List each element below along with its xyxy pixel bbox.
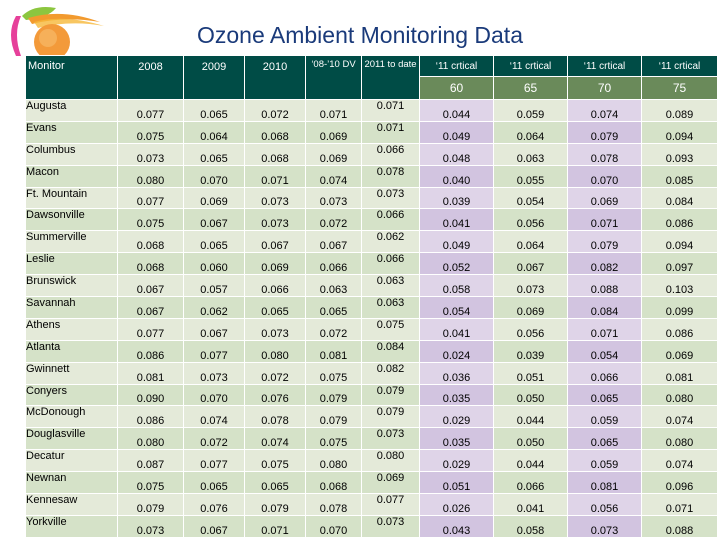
value-2010: 0.079 (245, 494, 306, 516)
value-2011-to-date: 0.063 (362, 297, 420, 319)
value-2010: 0.073 (245, 187, 306, 209)
table-row (26, 406, 718, 428)
value-critical-60: 0.029 (420, 450, 494, 472)
value-2008: 0.086 (118, 406, 184, 428)
table-row (26, 515, 718, 537)
value-2010: 0.075 (245, 450, 306, 472)
monitor-name: McDonough (26, 406, 118, 428)
header-monitor: Monitor (26, 56, 118, 100)
header-2011-to-date: 2011 to date (362, 56, 420, 100)
value-design: 0.068 (306, 472, 362, 494)
table-row (26, 362, 718, 384)
value-critical-75: 0.097 (642, 253, 718, 275)
value-2008: 0.077 (118, 318, 184, 340)
header-critical-60: ‘11 crtical (420, 56, 494, 77)
value-2010: 0.068 (245, 121, 306, 143)
value-critical-60: 0.040 (420, 165, 494, 187)
monitor-name: Evans (26, 121, 118, 143)
value-design: 0.066 (306, 253, 362, 275)
value-critical-70: 0.081 (568, 472, 642, 494)
value-critical-75: 0.086 (642, 209, 718, 231)
monitor-name: Atlanta (26, 340, 118, 362)
table-row (26, 209, 718, 231)
value-2009: 0.072 (184, 428, 245, 450)
value-2009: 0.065 (184, 143, 245, 165)
value-critical-60: 0.041 (420, 209, 494, 231)
value-2010: 0.068 (245, 143, 306, 165)
value-critical-60: 0.044 (420, 100, 494, 122)
value-2009: 0.065 (184, 100, 245, 122)
value-design: 0.067 (306, 231, 362, 253)
monitor-name: Leslie (26, 253, 118, 275)
value-design: 0.069 (306, 143, 362, 165)
value-critical-65: 0.050 (494, 428, 568, 450)
value-critical-75: 0.093 (642, 143, 718, 165)
value-2011-to-date: 0.077 (362, 494, 420, 516)
value-design: 0.069 (306, 121, 362, 143)
value-2009: 0.060 (184, 253, 245, 275)
value-2009: 0.069 (184, 187, 245, 209)
header-critical-70: ‘11 crtical (568, 56, 642, 77)
value-critical-75: 0.069 (642, 340, 718, 362)
value-critical-60: 0.035 (420, 428, 494, 450)
value-design: 0.063 (306, 275, 362, 297)
value-design: 0.065 (306, 297, 362, 319)
value-critical-65: 0.051 (494, 362, 568, 384)
value-critical-70: 0.065 (568, 384, 642, 406)
value-critical-65: 0.044 (494, 450, 568, 472)
value-critical-70: 0.066 (568, 362, 642, 384)
value-critical-70: 0.054 (568, 340, 642, 362)
value-critical-75: 0.103 (642, 275, 718, 297)
value-design: 0.079 (306, 406, 362, 428)
value-critical-70: 0.082 (568, 253, 642, 275)
monitor-name: Columbus (26, 143, 118, 165)
value-critical-70: 0.059 (568, 450, 642, 472)
value-critical-70: 0.079 (568, 231, 642, 253)
value-critical-60: 0.049 (420, 121, 494, 143)
value-2009: 0.077 (184, 450, 245, 472)
monitor-name: Athens (26, 318, 118, 340)
value-critical-70: 0.074 (568, 100, 642, 122)
value-2009: 0.076 (184, 494, 245, 516)
monitor-name: Savannah (26, 297, 118, 319)
value-critical-75: 0.088 (642, 515, 718, 537)
value-critical-60: 0.029 (420, 406, 494, 428)
value-2008: 0.075 (118, 472, 184, 494)
value-2010: 0.072 (245, 362, 306, 384)
table-row (26, 428, 718, 450)
value-design: 0.075 (306, 362, 362, 384)
value-2008: 0.077 (118, 100, 184, 122)
monitor-name: Kennesaw (26, 494, 118, 516)
value-2011-to-date: 0.071 (362, 100, 420, 122)
value-2008: 0.079 (118, 494, 184, 516)
value-critical-65: 0.069 (494, 297, 568, 319)
value-2010: 0.069 (245, 253, 306, 275)
value-2008: 0.080 (118, 428, 184, 450)
value-critical-65: 0.067 (494, 253, 568, 275)
value-2009: 0.070 (184, 165, 245, 187)
header-critical-value-60: 60 (420, 77, 494, 100)
header-design-value: ‘08-’10 DV (306, 56, 362, 100)
value-2009: 0.065 (184, 472, 245, 494)
value-critical-75: 0.084 (642, 187, 718, 209)
value-critical-60: 0.058 (420, 275, 494, 297)
value-2009: 0.077 (184, 340, 245, 362)
value-2011-to-date: 0.063 (362, 275, 420, 297)
value-2010: 0.065 (245, 297, 306, 319)
value-2010: 0.073 (245, 209, 306, 231)
value-design: 0.078 (306, 494, 362, 516)
value-2009: 0.067 (184, 318, 245, 340)
value-2009: 0.067 (184, 515, 245, 537)
value-2010: 0.080 (245, 340, 306, 362)
value-critical-60: 0.035 (420, 384, 494, 406)
value-critical-65: 0.055 (494, 165, 568, 187)
value-2009: 0.062 (184, 297, 245, 319)
value-2010: 0.066 (245, 275, 306, 297)
value-design: 0.072 (306, 209, 362, 231)
value-design: 0.071 (306, 100, 362, 122)
value-2009: 0.074 (184, 406, 245, 428)
table-row (26, 318, 718, 340)
value-2011-to-date: 0.082 (362, 362, 420, 384)
value-2008: 0.080 (118, 165, 184, 187)
value-2010: 0.074 (245, 428, 306, 450)
table-row (26, 253, 718, 275)
monitor-name: Brunswick (26, 275, 118, 297)
header-2008: 2008 (118, 56, 184, 100)
value-2011-to-date: 0.066 (362, 253, 420, 275)
table-row (26, 450, 718, 472)
value-critical-65: 0.039 (494, 340, 568, 362)
value-design: 0.080 (306, 450, 362, 472)
value-critical-65: 0.058 (494, 515, 568, 537)
value-2011-to-date: 0.078 (362, 165, 420, 187)
table-row (26, 121, 718, 143)
value-critical-60: 0.049 (420, 231, 494, 253)
value-2011-to-date: 0.073 (362, 515, 420, 537)
value-2009: 0.070 (184, 384, 245, 406)
value-2011-to-date: 0.073 (362, 187, 420, 209)
value-2008: 0.067 (118, 275, 184, 297)
value-design: 0.074 (306, 165, 362, 187)
value-critical-60: 0.043 (420, 515, 494, 537)
monitor-name: Macon (26, 165, 118, 187)
value-critical-65: 0.056 (494, 318, 568, 340)
value-critical-60: 0.052 (420, 253, 494, 275)
value-critical-70: 0.079 (568, 121, 642, 143)
value-2011-to-date: 0.062 (362, 231, 420, 253)
value-critical-70: 0.071 (568, 318, 642, 340)
value-critical-60: 0.051 (420, 472, 494, 494)
value-critical-75: 0.080 (642, 384, 718, 406)
monitor-name: Augusta (26, 100, 118, 122)
header-critical-value-75: 75 (642, 77, 718, 100)
table-row (26, 187, 718, 209)
value-2008: 0.081 (118, 362, 184, 384)
value-critical-75: 0.085 (642, 165, 718, 187)
value-2011-to-date: 0.066 (362, 143, 420, 165)
value-critical-75: 0.071 (642, 494, 718, 516)
header-critical-value-70: 70 (568, 77, 642, 100)
monitor-name: Gwinnett (26, 362, 118, 384)
value-2010: 0.065 (245, 472, 306, 494)
header-2010: 2010 (245, 56, 306, 100)
table-row (26, 165, 718, 187)
table-body (26, 100, 718, 538)
value-critical-75: 0.099 (642, 297, 718, 319)
value-2008: 0.073 (118, 515, 184, 537)
value-critical-60: 0.036 (420, 362, 494, 384)
value-2009: 0.064 (184, 121, 245, 143)
value-2010: 0.076 (245, 384, 306, 406)
value-2008: 0.087 (118, 450, 184, 472)
value-critical-65: 0.041 (494, 494, 568, 516)
monitor-name: Summerville (26, 231, 118, 253)
value-2011-to-date: 0.075 (362, 318, 420, 340)
value-design: 0.070 (306, 515, 362, 537)
value-critical-65: 0.066 (494, 472, 568, 494)
table-row (26, 143, 718, 165)
value-2010: 0.072 (245, 100, 306, 122)
value-critical-70: 0.065 (568, 428, 642, 450)
value-critical-60: 0.041 (420, 318, 494, 340)
value-critical-70: 0.059 (568, 406, 642, 428)
value-2011-to-date: 0.073 (362, 428, 420, 450)
value-critical-75: 0.080 (642, 428, 718, 450)
table-row (26, 297, 718, 319)
header-critical-65: ‘11 crtical (494, 56, 568, 77)
value-2008: 0.068 (118, 231, 184, 253)
value-critical-65: 0.064 (494, 231, 568, 253)
header-2009: 2009 (184, 56, 245, 100)
value-2008: 0.077 (118, 187, 184, 209)
header-critical-value-65: 65 (494, 77, 568, 100)
value-2008: 0.067 (118, 297, 184, 319)
value-critical-65: 0.064 (494, 121, 568, 143)
value-critical-75: 0.086 (642, 318, 718, 340)
monitor-name: Newnan (26, 472, 118, 494)
value-design: 0.072 (306, 318, 362, 340)
value-critical-70: 0.078 (568, 143, 642, 165)
monitor-name: Douglasville (26, 428, 118, 450)
value-2009: 0.073 (184, 362, 245, 384)
table-row (26, 100, 718, 122)
value-2009: 0.057 (184, 275, 245, 297)
monitor-name: Decatur (26, 450, 118, 472)
table-row (26, 494, 718, 516)
value-critical-65: 0.050 (494, 384, 568, 406)
value-2008: 0.068 (118, 253, 184, 275)
value-design: 0.075 (306, 428, 362, 450)
value-2009: 0.067 (184, 209, 245, 231)
table-row (26, 384, 718, 406)
value-critical-70: 0.073 (568, 515, 642, 537)
table-row (26, 231, 718, 253)
value-critical-70: 0.056 (568, 494, 642, 516)
table-row (26, 340, 718, 362)
monitor-name: Yorkville (26, 515, 118, 537)
value-2008: 0.090 (118, 384, 184, 406)
table-row (26, 275, 718, 297)
value-critical-70: 0.070 (568, 165, 642, 187)
value-critical-75: 0.089 (642, 100, 718, 122)
value-2010: 0.078 (245, 406, 306, 428)
value-design: 0.079 (306, 384, 362, 406)
value-critical-70: 0.088 (568, 275, 642, 297)
value-2010: 0.067 (245, 231, 306, 253)
value-critical-65: 0.056 (494, 209, 568, 231)
value-2008: 0.075 (118, 209, 184, 231)
monitor-name: Dawsonville (26, 209, 118, 231)
monitor-name: Conyers (26, 384, 118, 406)
value-critical-60: 0.048 (420, 143, 494, 165)
value-critical-75: 0.081 (642, 362, 718, 384)
value-2011-to-date: 0.084 (362, 340, 420, 362)
value-critical-70: 0.071 (568, 209, 642, 231)
value-2008: 0.073 (118, 143, 184, 165)
monitor-name: Ft. Mountain (26, 187, 118, 209)
value-2011-to-date: 0.066 (362, 209, 420, 231)
value-2011-to-date: 0.079 (362, 384, 420, 406)
ozone-data-table (25, 55, 718, 538)
value-2011-to-date: 0.080 (362, 450, 420, 472)
value-critical-65: 0.059 (494, 100, 568, 122)
value-critical-65: 0.044 (494, 406, 568, 428)
page-title: Ozone Ambient Monitoring Data (196, 22, 523, 48)
value-critical-60: 0.054 (420, 297, 494, 319)
value-critical-75: 0.094 (642, 121, 718, 143)
value-2010: 0.071 (245, 515, 306, 537)
value-design: 0.073 (306, 187, 362, 209)
value-critical-75: 0.074 (642, 450, 718, 472)
value-critical-65: 0.073 (494, 275, 568, 297)
table-row (26, 472, 718, 494)
value-2009: 0.065 (184, 231, 245, 253)
value-critical-70: 0.069 (568, 187, 642, 209)
value-critical-70: 0.084 (568, 297, 642, 319)
value-2011-to-date: 0.071 (362, 121, 420, 143)
value-2011-to-date: 0.069 (362, 472, 420, 494)
header-critical-75: ‘11 crtical (642, 56, 718, 77)
value-critical-60: 0.026 (420, 494, 494, 516)
value-critical-65: 0.063 (494, 143, 568, 165)
value-critical-60: 0.024 (420, 340, 494, 362)
value-2008: 0.075 (118, 121, 184, 143)
value-critical-60: 0.039 (420, 187, 494, 209)
value-2010: 0.071 (245, 165, 306, 187)
value-critical-65: 0.054 (494, 187, 568, 209)
value-critical-75: 0.096 (642, 472, 718, 494)
value-critical-75: 0.074 (642, 406, 718, 428)
value-2008: 0.086 (118, 340, 184, 362)
value-critical-75: 0.094 (642, 231, 718, 253)
value-design: 0.081 (306, 340, 362, 362)
value-2010: 0.073 (245, 318, 306, 340)
value-2011-to-date: 0.079 (362, 406, 420, 428)
